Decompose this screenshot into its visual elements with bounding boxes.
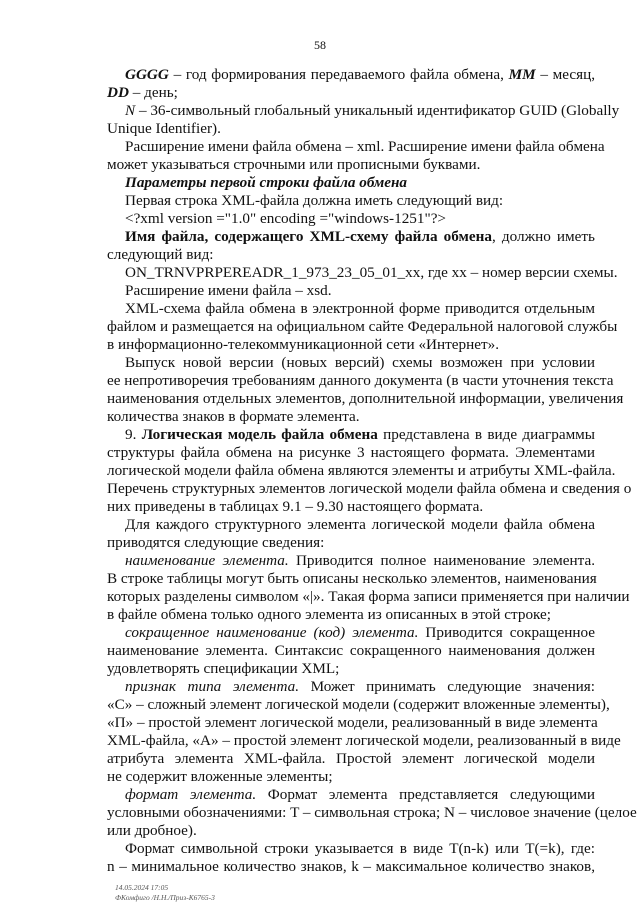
text-line — [125, 426, 595, 444]
text-span: Может принимать следующие значения: — [299, 678, 595, 695]
text-line — [125, 552, 595, 570]
section-heading: Параметры первой строки файла обмена — [125, 174, 408, 191]
text-line: «П» – простой элемент логической модели, реализованный в виде элемента — [107, 714, 598, 731]
text-line: в информационно-телекоммуникационной сети «Интернет». — [107, 336, 500, 353]
text-line — [125, 102, 620, 120]
text-span: – день; — [128, 84, 178, 101]
text-line: структуры файла обмена на рисунке 3 настоящего формата. Элементами — [107, 444, 595, 461]
term-italic: признак типа элемента. — [125, 678, 300, 695]
term-italic: сокращенное наименование (код) элемента. — [125, 624, 419, 641]
text-line: Unique Identifier). — [107, 120, 221, 137]
text-line: Формат символьной строки указывается в виде T(n-k) или T(=k), где: — [125, 840, 595, 857]
footer-signature: ФКомфиго /Н.Н./Приз-К6765-3 — [115, 893, 215, 902]
text-line: количества знаков в формате элемента. — [107, 408, 360, 425]
text-line: XML-файла, «А» – простой элемент логической модели, реализованный в виде — [107, 732, 621, 749]
text-line: следующий вид: — [107, 246, 214, 263]
text-span: Приводится полное наименование элемента. — [288, 552, 595, 569]
text-line: XML-схема файла обмена в электронной форме приводится отдельным — [125, 300, 595, 317]
text-line: условными обозначениями: T – символьная строка; N – числовое значение (целое — [107, 804, 637, 821]
text-line: Перечень структурных элементов логической модели файла обмена и сведения о — [107, 480, 632, 497]
text-line — [107, 84, 595, 102]
text-line: логической модели файла обмена являются элементы и атрибуты XML-файла. — [107, 462, 616, 479]
text-line: Расширение имени файла обмена – xml. Расширение имени файла обмена — [125, 138, 605, 155]
term-n: N — [125, 102, 136, 119]
term-dd: DD — [107, 84, 129, 101]
text-span: – год формирования передаваемого файла обмена, — [168, 66, 509, 83]
text-line: может указываться строчными или прописными буквами. — [107, 156, 481, 173]
bold-term: Логическая модель файла обмена — [141, 426, 378, 443]
text-line: Расширение имени файла – xsd. — [125, 282, 332, 299]
text-line: ее непротиворечия требованиям данного документа (в части уточнения текста — [107, 372, 614, 389]
term-gggg: GGGG — [125, 66, 169, 83]
text-line: не содержит вложенные элементы; — [107, 768, 333, 785]
text-line — [125, 678, 595, 696]
text-line: атрибута элемента XML-файла. Простой элемент логической модели — [107, 750, 595, 767]
text-line: или дробное). — [107, 822, 197, 839]
text-line: Выпуск новой версии (новых версий) схемы возможен при условии — [125, 354, 595, 371]
text-line: Первая строка XML-файла должна иметь следующий вид: — [125, 192, 504, 209]
text-span: Приводится сокращенное — [418, 624, 595, 641]
text-line: удовлетворять спецификации XML; — [107, 660, 340, 677]
text-line: ON_TRNVPRPEREADR_1_973_23_05_01_xx, где хх – номер версии схемы. — [125, 264, 618, 281]
text-line: наименование элемента. Синтаксис сокращенного наименования должен — [107, 642, 595, 659]
text-line: которых разделены символом «|». Такая форма записи применяется при наличии — [107, 588, 630, 605]
text-line: наименования отдельных элементов, дополнительной информации, увеличения — [107, 390, 624, 407]
text-line: них приведены в таблицах 9.1 – 9.30 настоящего формата. — [107, 498, 484, 515]
text-line: «С» – сложный элемент логической модели (содержит вложенные элементы), — [107, 696, 610, 713]
footer-timestamp: 14.05.2024 17:05 — [115, 883, 169, 892]
text-span: представлена в виде диаграммы — [377, 426, 595, 443]
text-span: – 36-символьный глобальный уникальный идентификатор GUID (Globally — [135, 102, 620, 119]
text-line: n – минимальное количество знаков, k – максимальное количество знаков, — [107, 858, 595, 875]
text-line: Для каждого структурного элемента логической модели файла обмена — [125, 516, 595, 533]
term-italic: наименование элемента. — [125, 552, 289, 569]
text-line: файлом и размещается на официальном сайте Федеральной налоговой службы — [107, 318, 618, 335]
text-span: Формат элемента представляется следующими — [256, 786, 595, 803]
text-line — [125, 624, 595, 642]
text-line — [125, 786, 595, 804]
text-line: приводятся следующие сведения: — [107, 534, 325, 551]
text-line — [125, 228, 595, 246]
page-number: 58 — [314, 38, 326, 52]
text-line: в файле обмена только одного элемента из описанных в этой строке; — [107, 606, 552, 623]
term-italic: формат элемента. — [125, 786, 257, 803]
term-mm: MM — [508, 66, 536, 83]
text-span: – месяц, — [535, 66, 595, 83]
text-line — [125, 66, 595, 84]
bold-term: Имя файла, содержащего XML-схему файла обмена — [125, 228, 492, 245]
text-span: , должно иметь — [491, 228, 595, 245]
code-line: <?xml version ="1.0" encoding ="windows-1251"?> — [125, 210, 446, 227]
text-line: В строке таблицы могут быть описаны несколько элементов, наименования — [107, 570, 597, 587]
text-span: 9. — [125, 426, 142, 443]
